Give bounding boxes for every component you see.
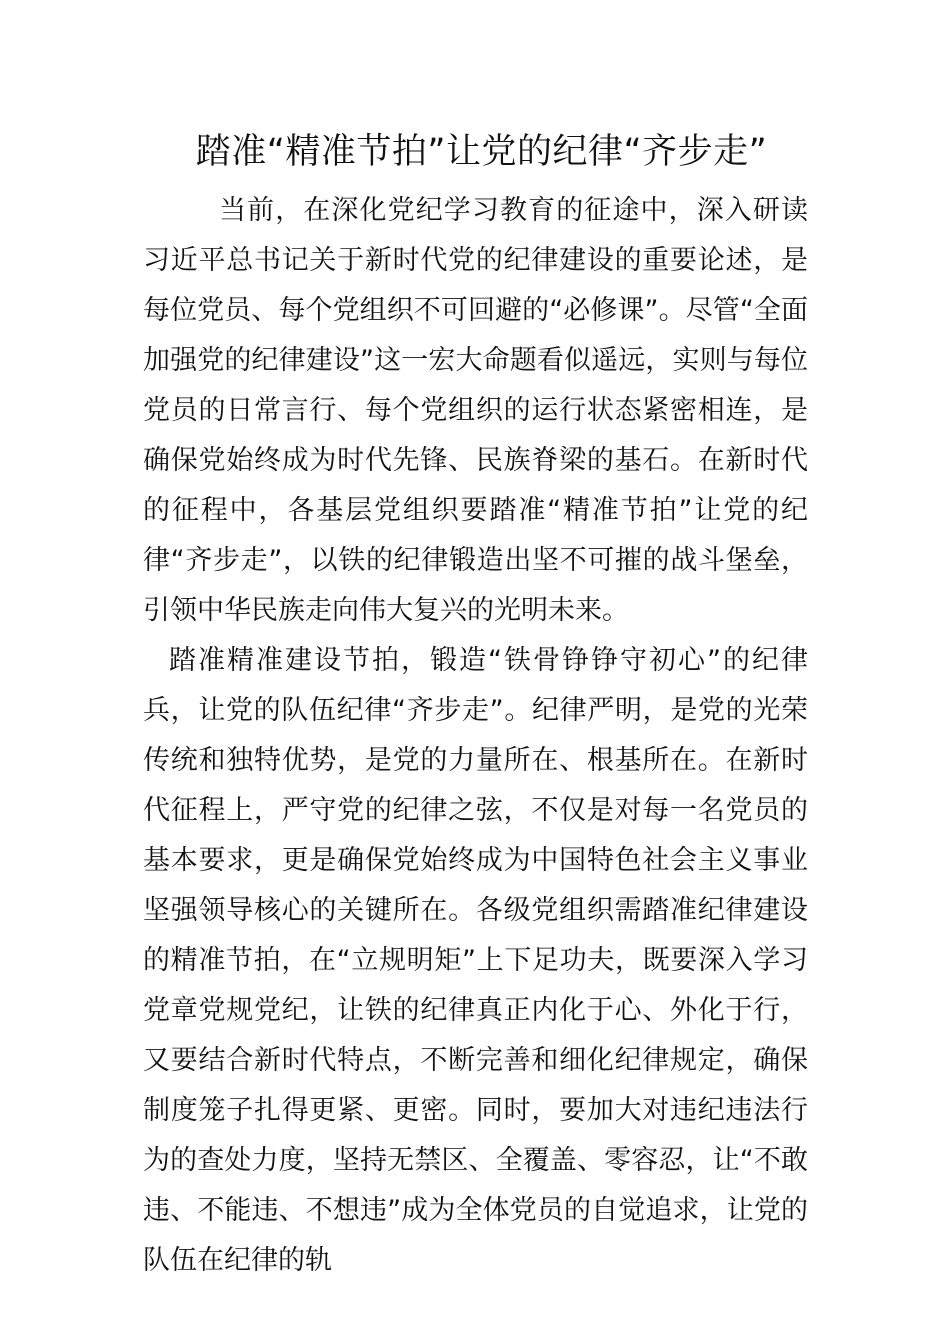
document-title: 踏准“精准节拍”让党的纪律“齐步走”: [195, 132, 768, 172]
document-page: [143, 128, 808, 1286]
paragraph-discipline-building: 踏准精准建设节拍，锻造“铁骨铮铮守初心”的纪律兵，让党的队伍纪律“齐步走”。纪律严明，是党的光荣传统和独特优势，是党的力量所在、根基所在。在新时代征程上，严守党的纪律之弦，不仅是对每一名党员的基本要求，更是确保党始终成为中国特色社会主义事业坚强领导核心的关键所在。各级党组织需踏准纪律建设的精准节拍，在“立规明矩”上下足功夫，既要深入学习党章党规党纪，让铁的纪律真正内化于心、外化于行，又要结合新时代特点，不断完善和细化纪律规定，确保制度笼子扎得更紧、更密。同时，要加大对违纪违法行为的查处力度，坚持无禁区、全覆盖、零容忍，让“不敢违、不能违、不想违”成为全体党员的自觉追求，让党的队伍在纪律的轨: [143, 645, 808, 1276]
paragraph-intro: 当前，在深化党纪学习教育的征途中，深入研读习近平总书记关于新时代党的纪律建设的重要论述，是每位党员、每个党组织不可回避的“必修课”。尽管“全面加强党的纪律建设”这一宏大命题看似遥远，实则与每位党员的日常言行、每个党组织的运行状态紧密相连，是确保党始终成为时代先锋、民族脊梁的基石。在新时代的征程中，各基层党组织要踏准“精准节拍”让党的纪律“齐步走”，以铁的纪律锻造出坚不可摧的战斗堡垒，引领中华民族走向伟大复兴的光明未来。: [143, 195, 808, 626]
